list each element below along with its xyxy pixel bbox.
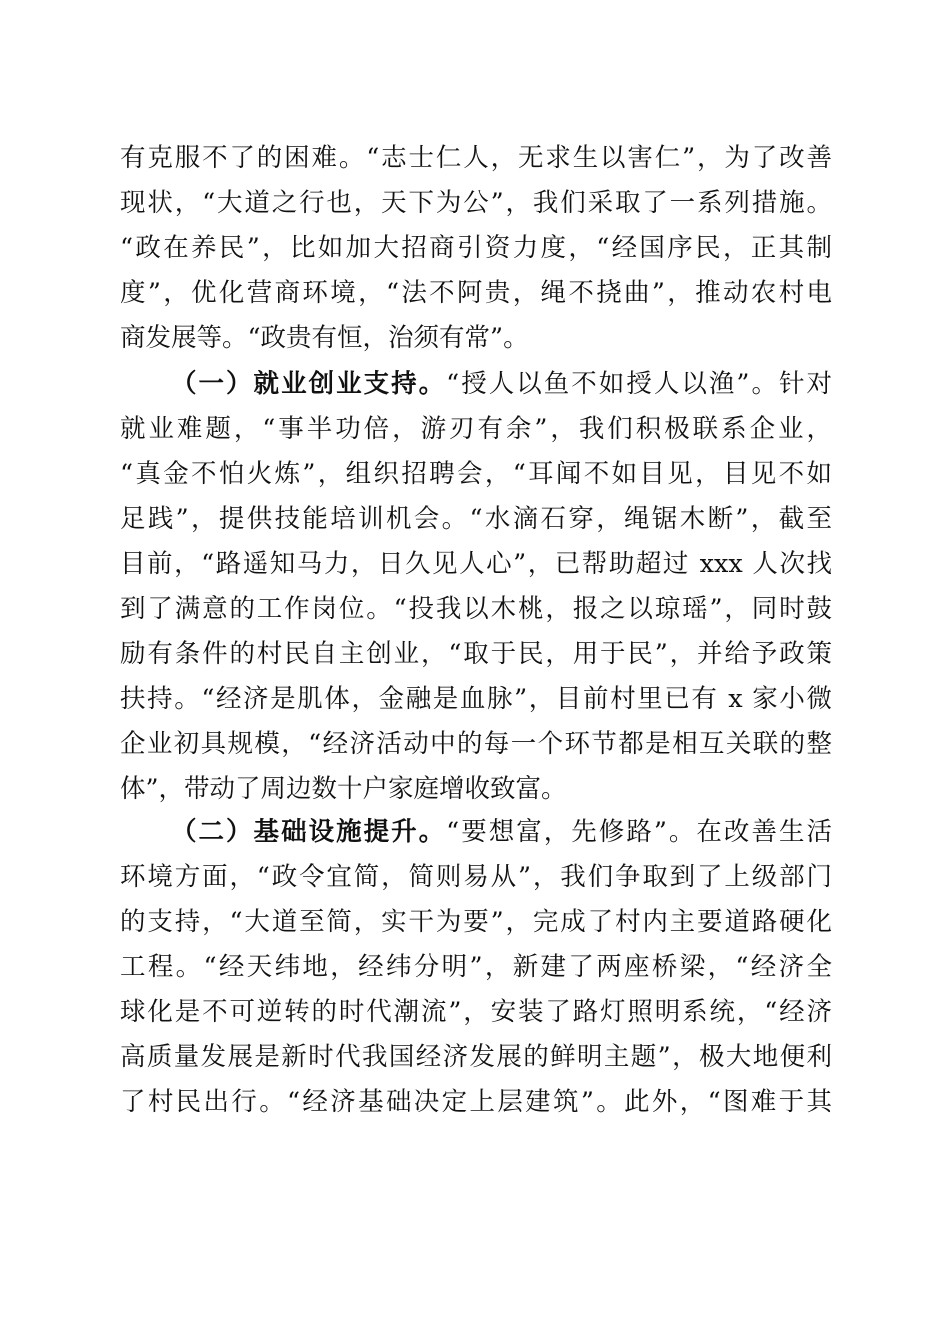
paragraph-line: 励有条件的村民自主创业，“取于民，用于民”，并给予政策 bbox=[120, 639, 832, 669]
section-first-line bbox=[120, 810, 832, 855]
section-first-line-text: “授人以鱼不如授人以渔”。针对 bbox=[446, 369, 832, 399]
paragraph-line: “政在养民”，比如加大招商引资力度，“经国序民，正其制 bbox=[120, 233, 832, 263]
paragraph-line: 工程。“经天纬地，经纬分明”，新建了两座桥梁，“经济全 bbox=[120, 952, 832, 982]
paragraph-line: 扶持。“经济是肌体，金融是血脉”，目前村里已有 x 家小微 bbox=[120, 684, 832, 714]
paragraph-line: 现状，“大道之行也，天下为公”，我们采取了一系列措施。 bbox=[120, 188, 832, 218]
paragraph-line: 了村民出行。“经济基础决定上层建筑”。此外，“图难于其 bbox=[120, 1087, 832, 1117]
paragraph-line: 足践”，提供技能培训机会。“水滴石穿，绳锯木断”，截至 bbox=[120, 504, 832, 534]
section-infrastructure bbox=[120, 810, 832, 1125]
section-first-line-text: “要想富，先修路”。在改善生活 bbox=[446, 817, 832, 847]
paragraph-line: 目前，“路遥知马力，日久见人心”，已帮助超过 xxx 人次找 bbox=[120, 549, 832, 579]
section-first-line bbox=[120, 362, 832, 407]
paragraph-line: 到了满意的工作岗位。“投我以木桃，报之以琼瑶”，同时鼓 bbox=[120, 594, 832, 624]
section-heading: （一）就业创业支持。 bbox=[171, 369, 447, 399]
paragraph-line: 球化是不可逆转的时代潮流”，安装了路灯照明系统，“经济 bbox=[120, 997, 832, 1027]
paragraph-line: 商发展等。“政贵有恒，治须有常”。 bbox=[120, 323, 529, 353]
paragraph-line: 环境方面，“政令宜简，简则易从”，我们争取到了上级部门 bbox=[120, 862, 832, 892]
paragraph-line: “真金不怕火炼”，组织招聘会，“耳闻不如目见，目见不如 bbox=[120, 459, 832, 489]
paragraph-line: 高质量发展是新时代我国经济发展的鲜明主题”，极大地便利 bbox=[120, 1042, 832, 1072]
paragraph-line: 就业难题，“事半功倍，游刃有余”，我们积极联系企业， bbox=[120, 414, 832, 444]
section-heading: （二）基础设施提升。 bbox=[171, 817, 447, 847]
paragraph-line: 企业初具规模，“经济活动中的每一个环节都是相互关联的整 bbox=[120, 729, 832, 759]
paragraph-line: 度”，优化营商环境，“法不阿贵，绳不挠曲”，推动农村电 bbox=[120, 278, 832, 308]
paragraph-intro bbox=[120, 136, 832, 361]
paragraph-line: 体”，带动了周边数十户家庭增收致富。 bbox=[120, 774, 567, 804]
section-employment bbox=[120, 362, 832, 812]
paragraph-line: 的支持，“大道至简，实干为要”，完成了村内主要道路硬化 bbox=[120, 907, 832, 937]
paragraph-line: 有克服不了的困难。“志士仁人，无求生以害仁”，为了改善 bbox=[120, 143, 832, 173]
